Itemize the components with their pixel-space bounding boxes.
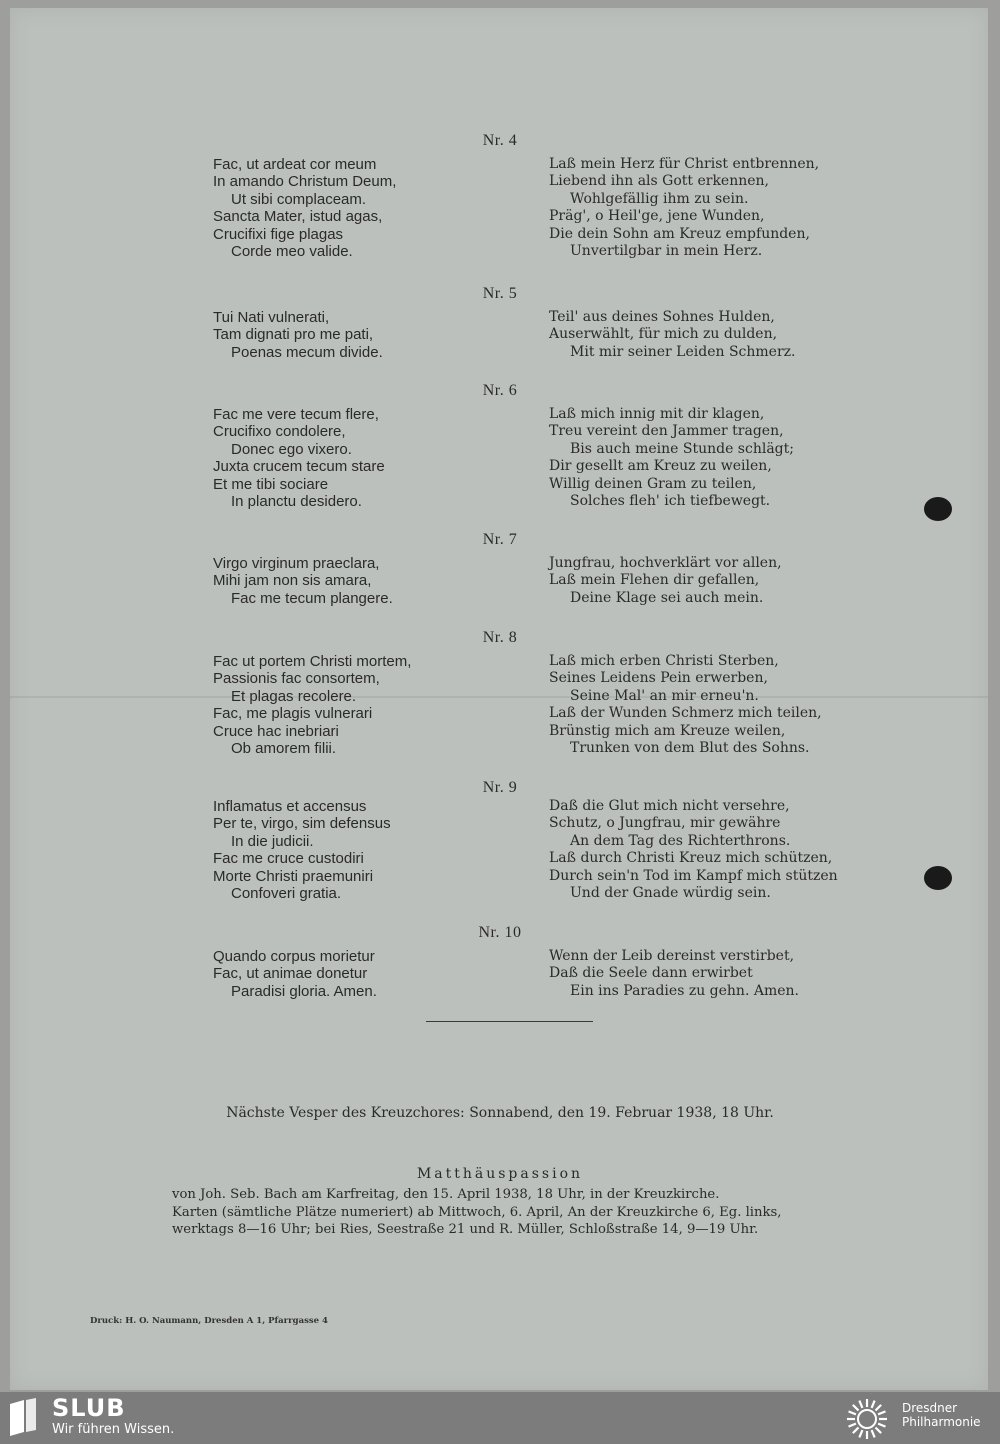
german-line: An dem Tag des Richterthrons. — [570, 832, 791, 849]
latin-verse — [213, 555, 513, 607]
german-line: Die dein Sohn am Kreuz empfunden, — [549, 225, 810, 242]
latin-line: Crucifixi fige plagas — [213, 225, 344, 243]
latin-verse — [213, 309, 513, 361]
latin-line: In planctu desidero. — [231, 493, 362, 511]
german-line: Liebend ihn als Gott erkennen, — [549, 173, 770, 190]
passion-line: von Joh. Seb. Bach am Karfreitag, den 15. April 1938, 18 Uhr, in der Kreuzkirche. — [172, 1187, 720, 1202]
german-line: Daß die Glut mich nicht versehre, — [549, 798, 790, 814]
german-verse — [549, 156, 869, 260]
german-line: Treu vereint den Jammer tragen, — [549, 423, 784, 440]
latin-line: Fac, ut animae donetur — [213, 965, 368, 983]
latin-line: Poenas mecum divide. — [231, 343, 383, 361]
latin-line: Confoveri gratia. — [231, 885, 342, 903]
passion-line: werktags 8—16 Uhr; bei Ries, Seestraße 21 und R. Müller, Schloßstraße 14, 9—19 Uhr. — [172, 1222, 759, 1237]
german-line: Brünstig mich am Kreuze weilen, — [549, 722, 786, 739]
stanza-number: Nr. 6 — [482, 382, 518, 399]
german-line: Präg', o Heil'ge, jene Wunden, — [549, 208, 765, 225]
latin-line: Passionis fac consortem, — [213, 670, 380, 688]
latin-line: Sancta Mater, istud agas, — [213, 208, 383, 226]
latin-line: Tam dignati pro me pati, — [213, 326, 374, 344]
latin-line: Corde meo valide. — [231, 243, 353, 261]
german-line: Ein ins Paradies zu gehn. Amen. — [570, 982, 799, 999]
latin-line: Donec ego vixero. — [231, 440, 352, 458]
latin-line: Fac, me plagis vulnerari — [213, 705, 373, 723]
german-line: Jungfrau, hochverklärt vor allen, — [549, 555, 782, 571]
latin-line: Virgo virginum praeclara, — [213, 555, 380, 572]
german-line: Willig deinen Gram zu teilen, — [549, 475, 757, 492]
latin-line: Fac me vere tecum flere, — [213, 406, 379, 423]
german-line: Teil' aus deines Sohnes Hulden, — [549, 309, 775, 325]
passion-line: Karten (sämtliche Plätze numeriert) ab Mittwoch, 6. April, An der Kreuzkirche 6, Eg. links, — [172, 1204, 782, 1220]
printer-imprint: Druck: H. O. Naumann, Dresden A 1, Pfarrgasse 4 — [90, 1316, 328, 1326]
german-line: Laß der Wunden Schmerz mich teilen, — [549, 705, 822, 722]
latin-line: Fac me cruce custodiri — [213, 850, 364, 868]
punch-hole-lower — [924, 866, 952, 890]
philharmonie-line2: Philharmonie — [902, 1415, 981, 1429]
latin-line: Quando corpus morietur — [213, 948, 375, 965]
german-line: Wenn der Leib dereinst verstirbet, — [549, 948, 795, 964]
divider-rule — [426, 1021, 593, 1022]
philharmonie-line1: Dresdner — [902, 1401, 958, 1415]
latin-line: In amando Christum Deum, — [213, 173, 397, 191]
german-line: Laß mich innig mit dir klagen, — [549, 406, 765, 422]
latin-line: Ut sibi complaceam. — [231, 190, 367, 208]
german-line: Auserwählt, für mich zu dulden, — [549, 326, 778, 343]
philharmonie-name[interactable] — [902, 1401, 981, 1429]
german-line: Laß mein Herz für Christ entbrennen, — [549, 156, 820, 172]
stanza-number: Nr. 7 — [482, 531, 518, 548]
german-line: Und der Gnade würdig sein. — [570, 885, 771, 902]
german-verse — [549, 798, 869, 902]
latin-line: Morte Christi praemuniri — [213, 867, 374, 885]
german-verse — [549, 948, 869, 1000]
german-verse — [549, 555, 869, 607]
german-verse — [549, 309, 869, 361]
passion-details — [172, 1186, 852, 1239]
german-line: Laß mein Flehen dir gefallen, — [549, 572, 760, 589]
german-line: Deine Klage sei auch mein. — [570, 589, 764, 606]
stanza-number: Nr. 5 — [482, 285, 518, 302]
stanza-number: Nr. 4 — [482, 132, 518, 149]
latin-line: Fac ut portem Christi mortem, — [213, 653, 412, 670]
latin-line: Juxta crucem tecum stare — [213, 458, 385, 476]
footer-bar — [0, 1392, 1000, 1444]
latin-line: Et me tibi sociare — [213, 475, 329, 493]
slub-name[interactable]: SLUB — [52, 1394, 126, 1422]
german-line: Dir gesellt am Kreuz zu weilen, — [549, 458, 772, 475]
german-line: Schutz, o Jungfrau, mir gewähre — [549, 815, 781, 832]
next-vesper-notice: Nächste Vesper des Kreuzchores: Sonnabend, den 19. Februar 1938, 18 Uhr. — [226, 1105, 774, 1121]
german-line: Bis auch meine Stunde schlägt; — [570, 440, 794, 457]
stanza-number: Nr. 8 — [482, 629, 518, 646]
latin-line: In die judicii. — [231, 832, 314, 850]
german-line: Unvertilgbar in mein Herz. — [570, 243, 763, 260]
latin-line: Fac me tecum plangere. — [231, 589, 393, 607]
punch-hole-upper — [924, 497, 952, 521]
german-line: Seines Leidens Pein erwerben, — [549, 670, 768, 687]
slub-logo-icon[interactable] — [8, 1398, 38, 1436]
german-line: Laß durch Christi Kreuz mich schützen, — [549, 850, 833, 867]
german-line: Mit mir seiner Leiden Schmerz. — [570, 343, 796, 360]
german-line: Trunken von dem Blut des Sohns. — [570, 740, 810, 757]
german-line: Solches fleh' ich tiefbewegt. — [570, 493, 771, 510]
latin-line: Et plagas recolere. — [231, 687, 357, 705]
german-line: Laß mich erben Christi Sterben, — [549, 653, 779, 669]
german-line: Daß die Seele dann erwirbet — [549, 965, 753, 982]
latin-line: Paradisi gloria. Amen. — [231, 982, 377, 1000]
german-line: Wohlgefällig ihm zu sein. — [570, 190, 749, 207]
latin-verse — [213, 653, 513, 757]
latin-line: Tui Nati vulnerati, — [213, 309, 330, 326]
latin-line: Inflamatus et accensus — [213, 798, 367, 815]
latin-verse — [213, 948, 513, 1000]
philharmonie-logo-icon[interactable] — [842, 1397, 892, 1441]
latin-verse — [213, 798, 513, 902]
german-line: Seine Mal' an mir erneu'n. — [570, 687, 759, 704]
german-verse — [549, 406, 869, 510]
latin-line: Per te, virgo, sim defensus — [213, 815, 391, 833]
german-line: Durch sein'n Tod im Kampf mich stützen — [549, 867, 838, 884]
latin-line: Ob amorem filii. — [231, 740, 337, 758]
latin-line: Cruce hac inebriari — [213, 722, 339, 740]
latin-verse — [213, 406, 513, 510]
stanza-number: Nr. 10 — [478, 924, 522, 941]
latin-line: Crucifixo condolere, — [213, 423, 346, 441]
latin-line: Mihi jam non sis amara, — [213, 572, 372, 590]
passion-title: Matthäuspassion — [416, 1166, 584, 1182]
latin-verse — [213, 156, 513, 260]
slub-tagline: Wir führen Wissen. — [52, 1422, 175, 1437]
german-verse — [549, 653, 869, 757]
stanza-number: Nr. 9 — [482, 779, 518, 796]
latin-line: Fac, ut ardeat cor meum — [213, 156, 377, 173]
